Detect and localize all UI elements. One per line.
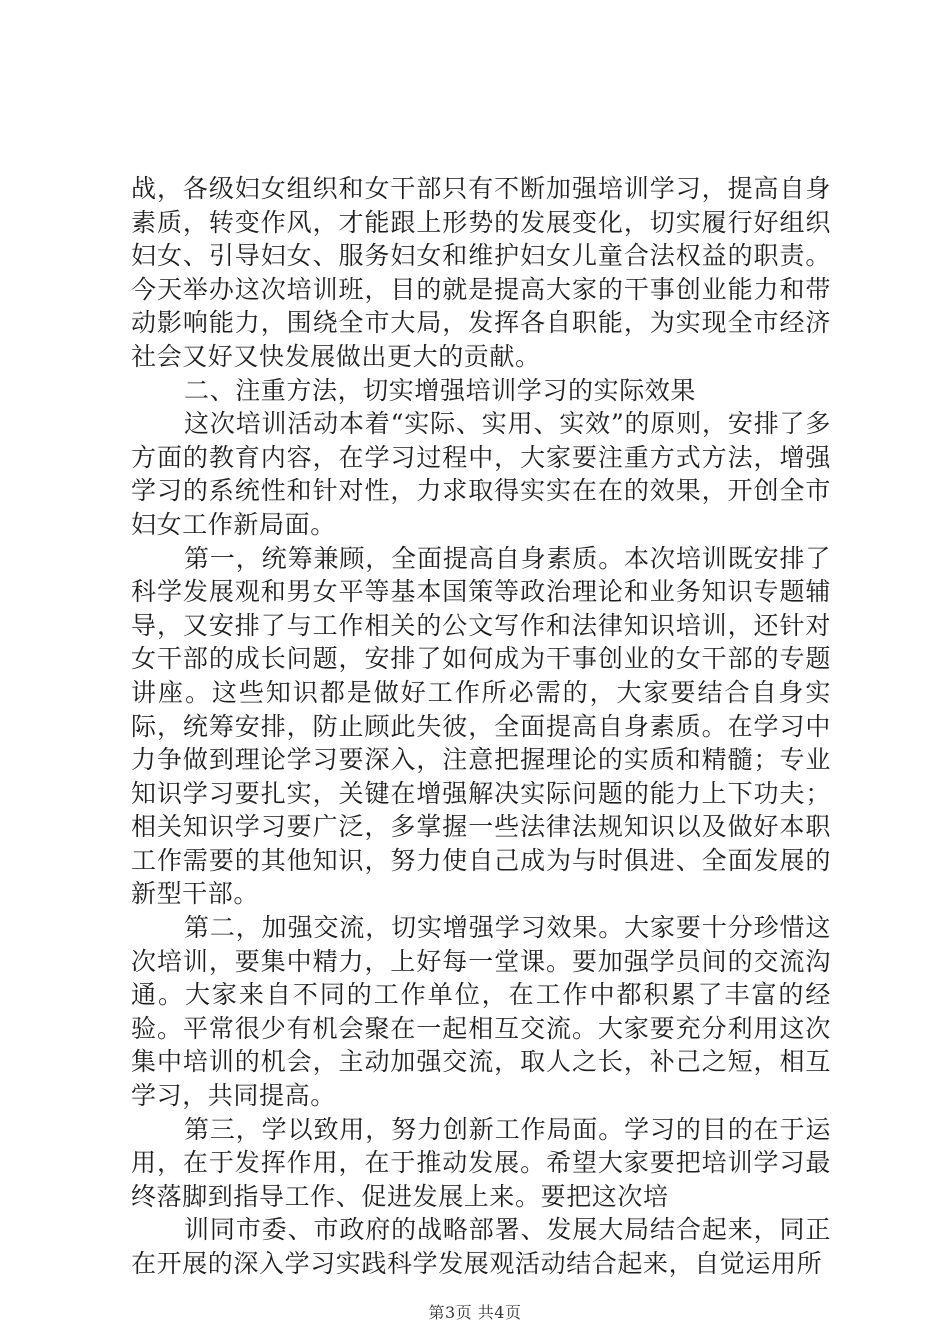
paragraph-1: 战，各级妇女组织和女干部只有不断加强培训学习，提高自身素质，转变作风，才能跟上形势的发展变化，切实履行好组织妇女、引导妇女、服务妇女和维护妇女儿童合法权益的职责。今天举办这次培训班，目的就是提高大家的干事创业能力和带动影响能力，围绕全市大局，发挥各自职能，为实现全市经济社会又好又快发展做出更大的贡献。	[131, 174, 831, 371]
paragraph-4: 第一，统筹兼顾，全面提高自身素质。本次培训既安排了科学发展观和男女平等基本国策等政治理论和业务知识专题辅导，又安排了与工作相关的公文写作和法律知识培训，还针对女干部的成长问题，安排了如何成为干事创业的女干部的专题讲座。这些知识都是做好工作所必需的，大家要结合自身实际，统筹安排，防止顾此失彼，全面提高自身素质。在学习中力争做到理论学习要深入，注意把握理论的实质和精髓；专业知识学习要扎实，关键在增强解决实际问题的能力上下功夫；相关知识学习要广泛，多掌握一些法律法规知识以及做好本职工作需要的其他知识，努力使自己成为与时俱进、全面发展的新型干部。	[131, 543, 831, 909]
section-heading-2: 二、注重方法，切实增强培训学习的实际效果	[184, 375, 697, 405]
page-footer: 第3页 共4页	[428, 1303, 522, 1322]
document-body	[131, 172, 831, 1281]
paragraph-7: 训同市委、市政府的战略部署、发展大局结合起来，同正在开展的深入学习实践科学发展观活动结合起来，自觉运用所	[131, 1215, 831, 1278]
paragraph-3: 这次培训活动本着“实际、实用、实效”的原则，安排了多方面的教育内容，在学习过程中，大家要注重方式方法，增强学习的系统性和针对性，力求取得实实在在的效果，开创全市妇女工作新局面。	[131, 409, 831, 539]
paragraph-6: 第三，学以致用，努力创新工作局面。学习的目的在于运用，在于发挥作用，在于推动发展。希望大家要把培训学习最终落脚到指导工作、促进发展上来。要把这次培	[131, 1114, 831, 1211]
paragraph-5: 第二，加强交流，切实增强学习效果。大家要十分珍惜这次培训，要集中精力，上好每一堂课。要加强学员间的交流沟通。大家来自不同的工作单位，在工作中都积累了丰富的经验。平常很少有机会聚在一起相互交流。大家要充分利用这次集中培训的机会，主动加强交流，取人之长，补己之短，相互学习，共同提高。	[131, 913, 831, 1111]
